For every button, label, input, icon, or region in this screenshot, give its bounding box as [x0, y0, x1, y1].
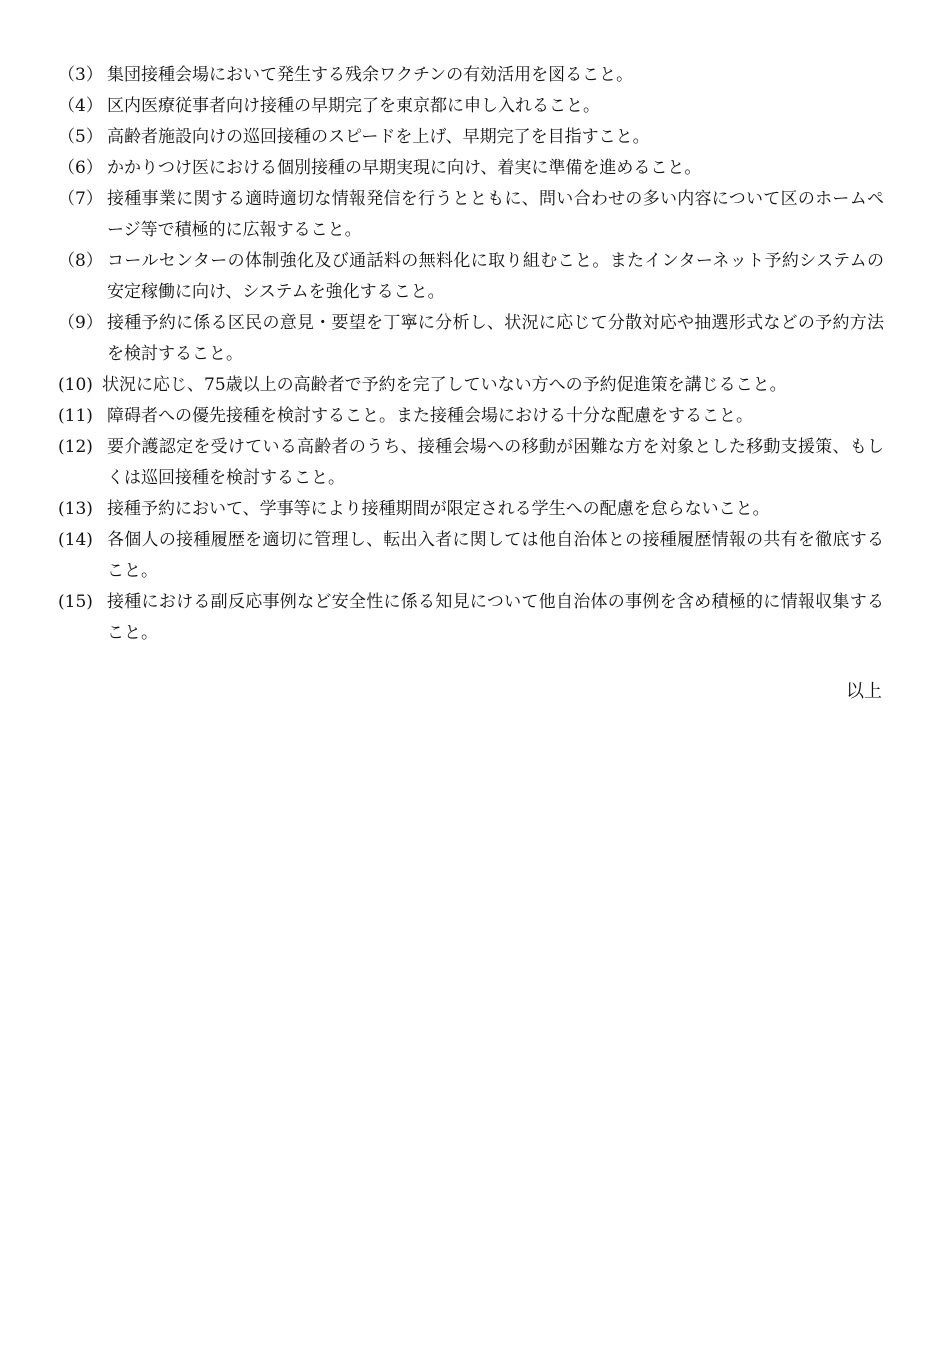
item-number: (11) [58, 406, 93, 426]
list-item [58, 432, 884, 494]
item-text: 集団接種会場において発生する残余ワクチンの有効活用を図ること。 [107, 65, 634, 85]
list-item [58, 494, 884, 525]
list-item [58, 525, 884, 587]
list-item [58, 401, 884, 432]
item-text: 要介護認定を受けている高齢者のうち、接種会場への移動が困難な方を対象とした移動支援策、もしくは巡回接種を検討すること。 [107, 437, 884, 488]
item-number: (10) [58, 375, 93, 395]
item-text: 接種予約において、学事等により接種期間が限定される学生への配慮を怠らないこと。 [107, 499, 770, 519]
list-item [58, 153, 884, 184]
item-text: 接種事業に関する適時適切な情報発信を行うとともに、問い合わせの多い内容について区のホームページ等で積極的に広報すること。 [107, 189, 884, 240]
item-number: （8） [58, 251, 103, 271]
item-number: （4） [58, 96, 103, 116]
list-item [58, 370, 884, 401]
list-item [58, 122, 884, 153]
item-number: （7） [58, 189, 103, 209]
item-text: 接種における副反応事例など安全性に係る知見について他自治体の事例を含め積極的に情報収集すること。 [107, 592, 884, 643]
list-item [58, 587, 884, 649]
request-list [58, 60, 884, 649]
item-number: （6） [58, 158, 103, 178]
item-number: （9） [58, 313, 103, 333]
item-text: 接種予約に係る区民の意見・要望を丁寧に分析し、状況に応じて分散対応や抽選形式などの予約方法を検討すること。 [107, 313, 884, 364]
list-item [58, 246, 884, 308]
item-text: かかりつけ医における個別接種の早期実現に向け、着実に準備を進めること。 [107, 158, 702, 178]
item-text: 高齢者施設向けの巡回接種のスピードを上げ、早期完了を目指すこと。 [107, 127, 650, 147]
item-text: 状況に応じ、75歳以上の高齢者で予約を完了していない方への予約促進策を講じること。 [102, 375, 787, 395]
item-number: (12) [58, 437, 93, 457]
list-item [58, 60, 884, 91]
item-number: （3） [58, 65, 103, 85]
list-item [58, 308, 884, 370]
item-text: 区内医療従事者向け接種の早期完了を東京都に申し入れること。 [107, 96, 600, 116]
item-number: (15) [58, 592, 93, 612]
item-number: （5） [58, 127, 103, 147]
closing-mark: 以上 [846, 681, 882, 702]
item-text: コールセンターの体制強化及び通話料の無料化に取り組むこと。またインターネット予約システムの安定稼働に向け、システムを強化すること。 [107, 251, 884, 302]
list-item [58, 184, 884, 246]
item-number: (13) [58, 499, 93, 519]
list-item [58, 91, 884, 122]
item-text: 各個人の接種履歴を適切に管理し、転出入者に関しては他自治体との接種履歴情報の共有を徹底すること。 [107, 530, 884, 581]
item-number: (14) [58, 530, 93, 550]
item-text: 障碍者への優先接種を検討すること。また接種会場における十分な配慮をすること。 [107, 406, 753, 426]
